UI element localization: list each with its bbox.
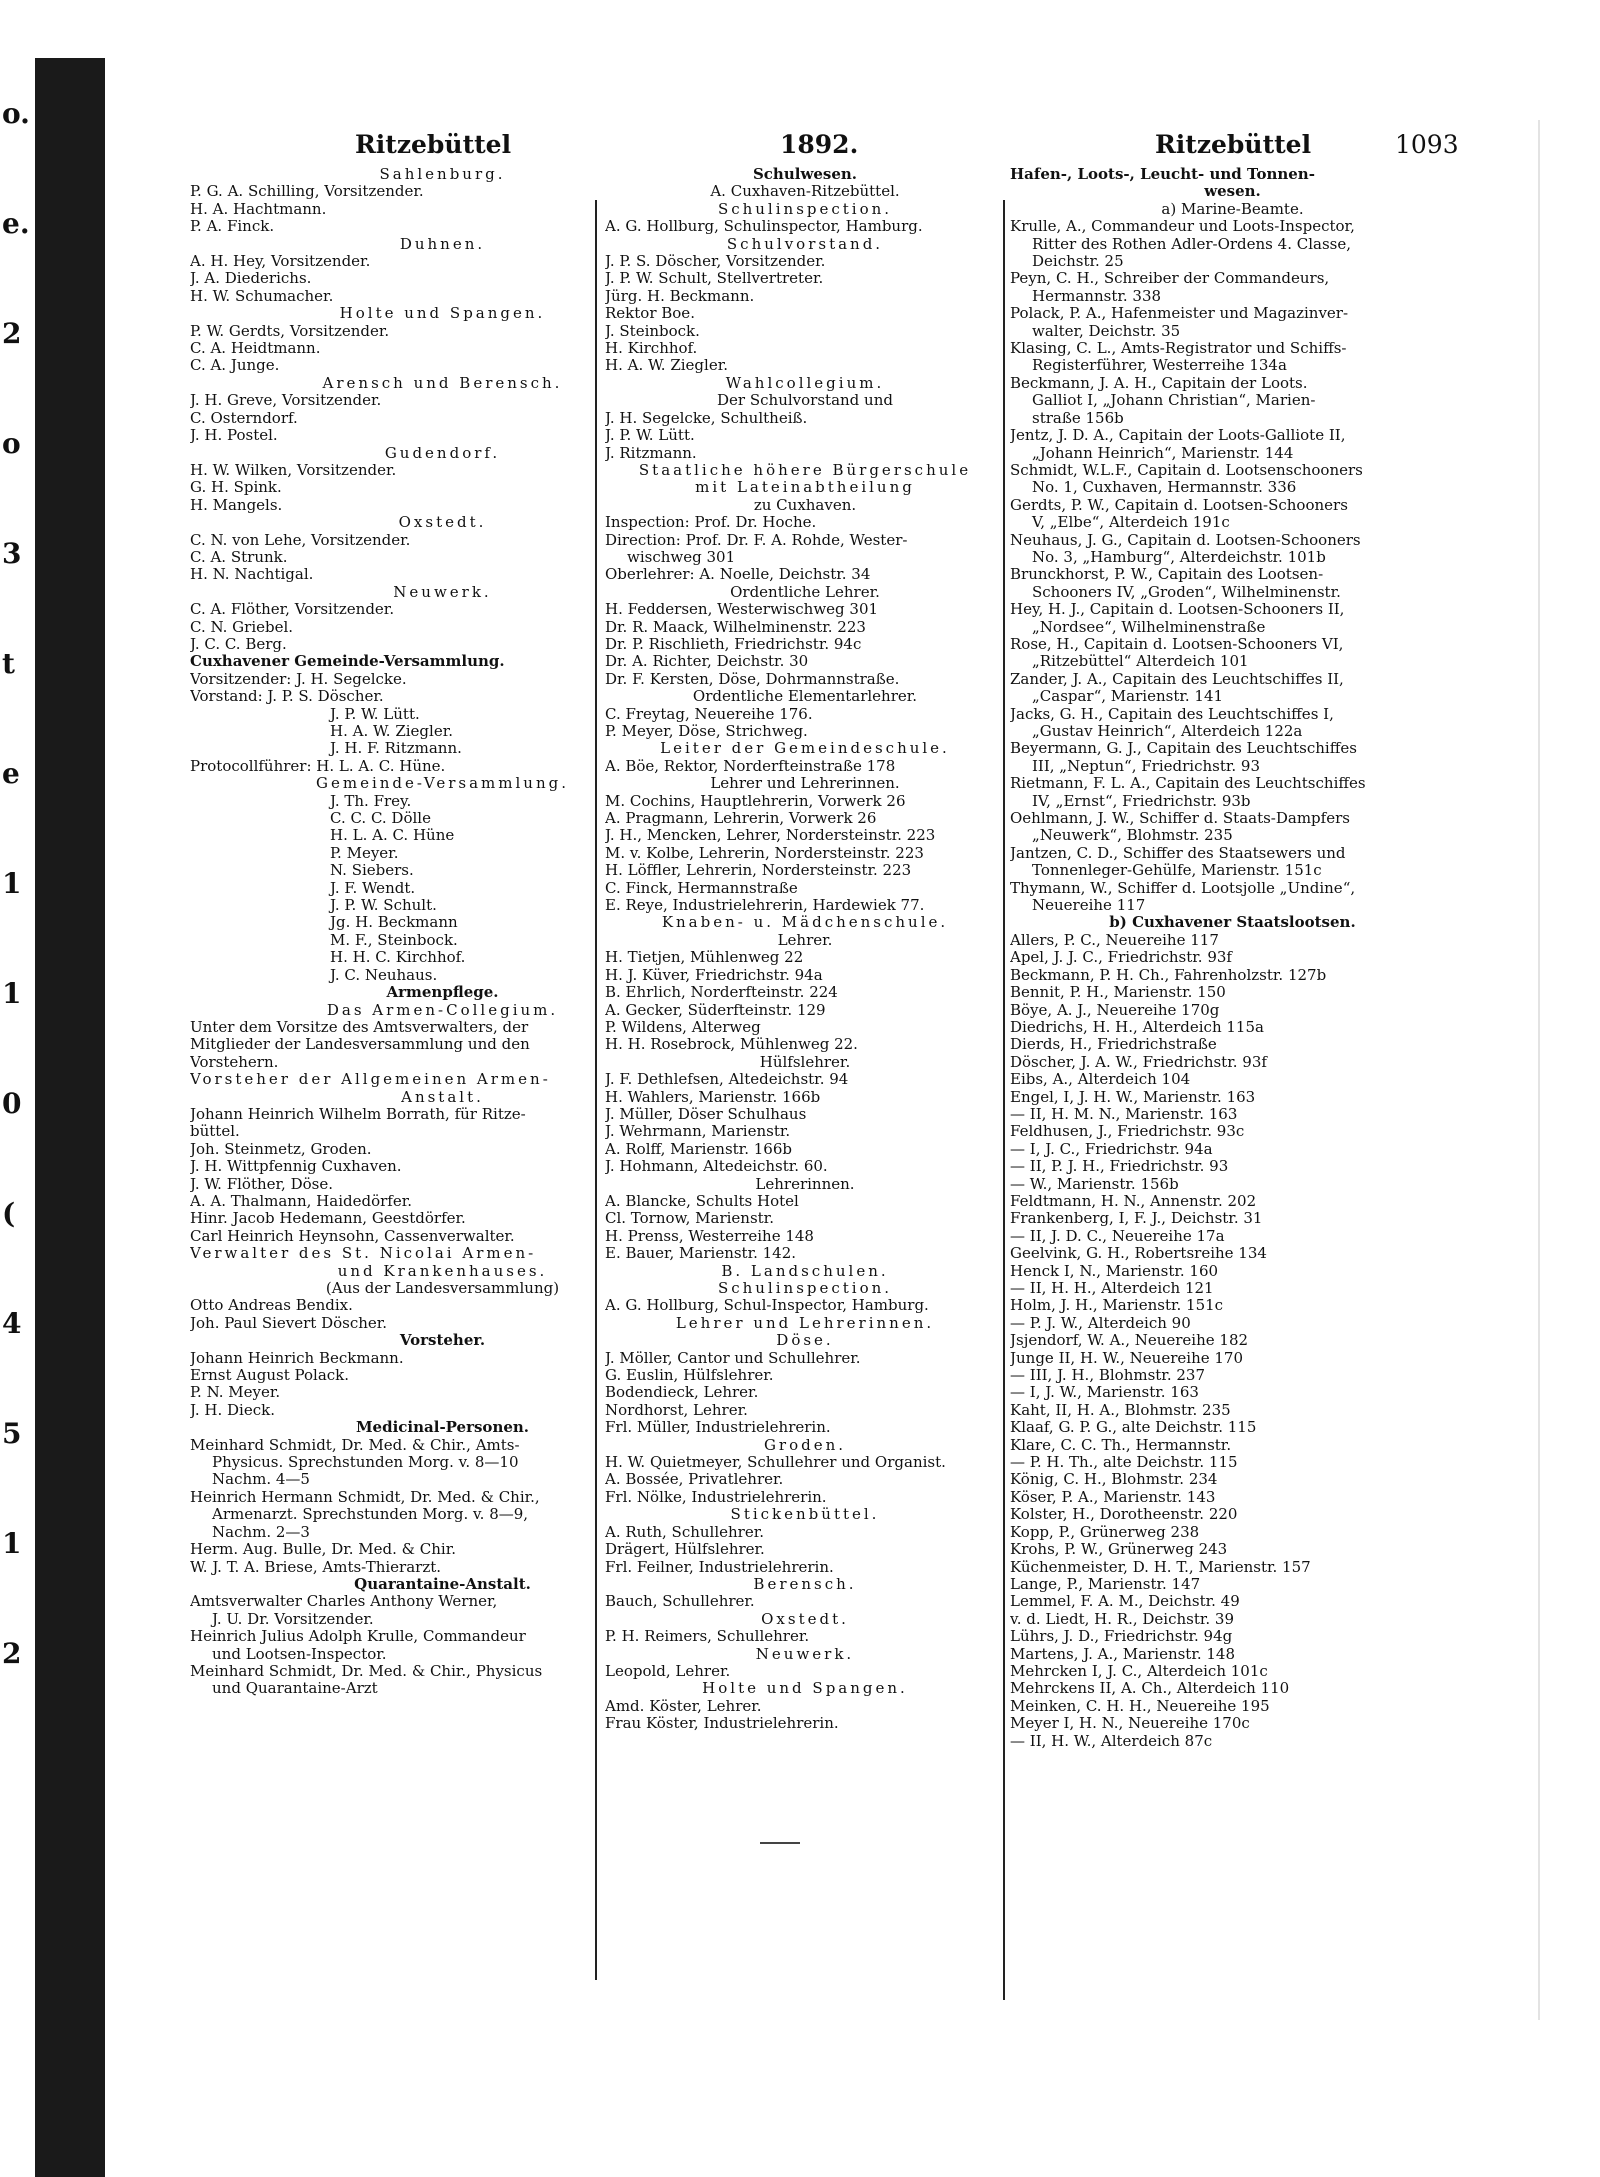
- entry-line: Beyermann, G. J., Capitain des Leuchtschiffes: [1010, 740, 1357, 758]
- entry-line: J. U. Dr. Vorsitzender.: [212, 1610, 374, 1628]
- entry-line: J. H. Segelcke, Schultheiß.: [605, 409, 808, 427]
- section-heading: Ordentliche Elementarlehrer.: [692, 688, 918, 706]
- entry-line: Galliot I, „Johann Christian“, Marien-: [1032, 392, 1316, 410]
- scan-right-edge: [1538, 120, 1540, 2020]
- entry-line: J. H. Greve, Vorsitzender.: [190, 392, 382, 410]
- entry-line: Frankenberg, I, F. J., Deichstr. 31: [1010, 1210, 1263, 1228]
- edge-fragment: (: [2, 1197, 16, 1230]
- section-heading: Holte und Spangen.: [339, 305, 546, 323]
- entry-line: C. Freytag, Neuereihe 176.: [605, 705, 813, 723]
- entry-line: Unter dem Vorsitze des Amtsverwalters, der: [190, 1018, 529, 1036]
- entry-line: Vorstehern.: [190, 1053, 279, 1071]
- left-edge-strip: [0, 97, 30, 1800]
- entry-line: — P. H. Th., alte Deichstr. 115: [1010, 1454, 1238, 1472]
- entry-line: Mehrckens II, A. Ch., Alterdeich 110: [1010, 1680, 1290, 1698]
- entry-line: Döscher, J. A. W., Friedrichstr. 93f: [1010, 1053, 1267, 1071]
- entry-line: C. Finck, Hermannstraße: [605, 879, 798, 897]
- entry-line: Dr. F. Kersten, Döse, Dohrmannstraße.: [605, 670, 900, 688]
- entry-line: Amtsverwalter Charles Anthony Werner,: [190, 1593, 498, 1611]
- section-heading: Neuwerk.: [755, 1645, 855, 1663]
- entry-line: No. 3, „Hamburg“, Alterdeichstr. 101b: [1032, 548, 1326, 566]
- column-right: [1010, 166, 1455, 1750]
- entry-line: — III, J. H., Blohmstr. 237: [1010, 1367, 1205, 1385]
- entry-line: Thymann, W., Schiffer d. Lootsjolle „Undine“,: [1010, 879, 1356, 897]
- entry-line: No. 1, Cuxhaven, Hermannstr. 336: [1032, 479, 1297, 497]
- section-heading: Staatliche höhere Bürgerschule: [638, 461, 972, 479]
- section-heading: Schulvorstand.: [726, 235, 884, 253]
- section-heading: b) Cuxhavener Staatslootsen.: [1109, 914, 1356, 932]
- entry-line: Rietmann, F. L. A., Capitain des Leuchtschiffes: [1010, 775, 1366, 793]
- section-heading: Oxstedt.: [398, 514, 487, 532]
- section-heading: Ordentliche Lehrer.: [730, 583, 880, 601]
- section-heading: Arensch und Berensch.: [322, 374, 563, 392]
- entry-line: A. H. Hey, Vorsitzender.: [190, 253, 371, 271]
- entry-line: A. Gecker, Süderfteinstr. 129: [605, 1001, 826, 1019]
- entry-line: Jsjendorf, W. A., Neuereihe 182: [1010, 1332, 1249, 1350]
- entry-line: — II, P. J. H., Friedrichstr. 93: [1010, 1158, 1229, 1176]
- entry-line: C. C. C. Dölle: [330, 810, 431, 828]
- entry-line: König, C. H., Blohmstr. 234: [1010, 1471, 1218, 1489]
- entry-line: H. Prenss, Westerreihe 148: [605, 1227, 814, 1245]
- section-heading: Anstalt.: [401, 1088, 484, 1106]
- entry-line: J. P. W. Schult.: [330, 897, 437, 915]
- entry-line: H. H. C. Kirchhof.: [330, 949, 466, 967]
- entry-line: — II, H. M. N., Marienstr. 163: [1010, 1105, 1238, 1123]
- entry-line: Heinrich Julius Adolph Krulle, Commandeur: [190, 1628, 526, 1646]
- entry-line: Oberlehrer: A. Noelle, Deichstr. 34: [605, 566, 871, 584]
- entry-line: „Caspar“, Marienstr. 141: [1032, 688, 1224, 706]
- section-heading: Berensch.: [753, 1575, 857, 1593]
- section-heading: Das Armen-Collegium.: [326, 1001, 559, 1019]
- edge-fragment: 3: [2, 537, 22, 570]
- edge-fragment: 2: [2, 317, 22, 350]
- entry-line: Junge II, H. W., Neuereihe 170: [1010, 1349, 1244, 1367]
- entry-line: Diedrichs, H. H., Alterdeich 115a: [1010, 1018, 1264, 1036]
- entry-line: J. C. Neuhaus.: [330, 966, 438, 984]
- scanner-left-bar: [35, 58, 105, 2177]
- entry-line: J. C. C. Berg.: [190, 635, 287, 653]
- entry-line: J. Th. Frey.: [330, 792, 412, 810]
- running-head-right: Ritzebüttel: [1155, 130, 1312, 159]
- entry-line: J. H. Dieck.: [190, 1401, 275, 1419]
- edge-fragment: t: [2, 647, 15, 680]
- entry-line: J. W. Flöther, Döse.: [190, 1175, 333, 1193]
- section-heading: Neuwerk.: [393, 583, 492, 601]
- entry-line: „Ritzebüttel“ Alterdeich 101: [1032, 653, 1249, 671]
- entry-line: M. F., Steinbock.: [330, 931, 458, 949]
- entry-line: P. N. Meyer.: [190, 1384, 281, 1402]
- entry-line: büttel.: [190, 1123, 240, 1141]
- entry-line: Nachm. 2—3: [212, 1523, 310, 1541]
- entry-line: Bennit, P. H., Marienstr. 150: [1010, 984, 1226, 1002]
- running-head-year: 1892.: [780, 130, 859, 159]
- entry-line: Jg. H. Beckmann: [330, 914, 458, 932]
- entry-line: — II, J. D. C., Neuereihe 17a: [1010, 1227, 1225, 1245]
- section-heading: Döse.: [776, 1332, 834, 1350]
- entry-line: Kopp, P., Grünerweg 238: [1010, 1523, 1200, 1541]
- entry-line: Brunckhorst, P. W., Capitain des Lootsen-: [1010, 566, 1324, 584]
- entry-line: E. Bauer, Marienstr. 142.: [605, 1245, 797, 1263]
- entry-line: J. H. Postel.: [190, 427, 278, 445]
- entry-line: J. Ritzmann.: [605, 444, 697, 462]
- entry-line: — II, H. W., Alterdeich 87c: [1010, 1732, 1213, 1750]
- section-heading: Groden.: [763, 1436, 847, 1454]
- edge-fragment: o: [2, 427, 21, 460]
- section-heading: Knaben- u. Mädchenschule.: [661, 914, 949, 932]
- entry-line: Hey, H. J., Capitain d. Lootsen-Schooners II,: [1010, 601, 1345, 619]
- entry-line: Heinrich Hermann Schmidt, Dr. Med. & Chir.,: [190, 1488, 540, 1506]
- entry-line: C. N. von Lehe, Vorsitzender.: [190, 531, 411, 549]
- entry-line: Verwalter des St. Nicolai Armen-: [190, 1245, 537, 1263]
- entry-line: W. J. T. A. Briese, Amts-Thierarzt.: [190, 1558, 442, 1576]
- entry-line: P. Meyer, Döse, Strichweg.: [605, 723, 808, 740]
- entry-line: J. F. Dethlefsen, Altedeichstr. 94: [605, 1071, 849, 1089]
- entry-line: — I, J. W., Marienstr. 163: [1010, 1384, 1199, 1402]
- entry-line: v. d. Liedt, H. R., Deichstr. 39: [1010, 1610, 1235, 1628]
- entry-line: Otto Andreas Bendix.: [190, 1297, 353, 1315]
- entry-line: Lührs, J. D., Friedrichstr. 94g: [1010, 1628, 1233, 1646]
- entry-line: Holm, J. H., Marienstr. 151c: [1010, 1297, 1224, 1315]
- edge-fragment: 2: [2, 1637, 22, 1670]
- entry-line: Cl. Tornow, Marienstr.: [605, 1210, 774, 1228]
- entry-line: C. A. Flöther, Vorsitzender.: [190, 601, 395, 619]
- section-heading: (Aus der Landesversammlung): [325, 1280, 560, 1297]
- section-heading: Duhnen.: [399, 235, 486, 253]
- entry-line: Neuereihe 117: [1032, 897, 1146, 915]
- entry-line: G. H. Spink.: [190, 479, 282, 497]
- entry-line: C. A. Strunk.: [190, 548, 288, 566]
- section-heading: Lehrerinnen.: [755, 1175, 855, 1193]
- entry-line: Hinr. Jacob Hedemann, Geestdörfer.: [190, 1210, 466, 1228]
- entry-line: Hafen-, Loots-, Leucht- und Tonnen-: [1010, 166, 1315, 183]
- entry-line: Klaaf, G. P. G., alte Deichstr. 115: [1010, 1419, 1257, 1437]
- entry-line: H. J. Küver, Friedrichstr. 94a: [605, 966, 823, 984]
- entry-line: A. Pragmann, Lehrerin, Vorwerk 26: [605, 810, 877, 828]
- entry-line: N. Siebers.: [330, 862, 414, 880]
- entry-line: „Johann Heinrich“, Marienstr. 144: [1032, 444, 1294, 462]
- section-heading: Der Schulvorstand und: [717, 392, 893, 410]
- entry-line: P. H. Reimers, Schullehrer.: [605, 1628, 810, 1646]
- section-heading: a) Marine-Beamte.: [1161, 200, 1304, 218]
- entry-line: Ernst August Polack.: [190, 1367, 350, 1385]
- entry-line: Tonnenleger-Gehülfe, Marienstr. 151c: [1032, 862, 1322, 880]
- entry-line: Bodendieck, Lehrer.: [605, 1384, 759, 1402]
- entry-line: Schooners IV, „Groden“, Wilhelminenstr.: [1032, 583, 1341, 601]
- entry-line: C. Osterndorf.: [190, 409, 298, 427]
- entry-line: Rektor Boe.: [605, 305, 695, 323]
- entry-line: Neuhaus, J. G., Capitain d. Lootsen-Schooners: [1010, 531, 1361, 549]
- edge-fragment: e.: [2, 207, 30, 240]
- entry-line: Leopold, Lehrer.: [605, 1662, 731, 1680]
- entry-line: J. Hohmann, Altedeichstr. 60.: [605, 1158, 828, 1176]
- page-number: 1093: [1395, 130, 1459, 159]
- entry-line: — I, J. C., Friedrichstr. 94a: [1010, 1140, 1213, 1158]
- edge-fragment: e: [2, 757, 20, 790]
- entry-line: H. L. A. C. Hüne: [330, 827, 455, 845]
- entry-line: Rose, H., Capitain d. Lootsen-Schooners VI,: [1010, 635, 1344, 653]
- entry-line: P. A. Finck.: [190, 218, 275, 236]
- section-heading: A. Cuxhaven-Ritzebüttel.: [710, 183, 900, 201]
- entry-line: J. H. Wittpfennig Cuxhaven.: [190, 1158, 402, 1176]
- section-heading: Holte und Spangen.: [702, 1680, 908, 1698]
- entry-line: Protocollführer: H. L. A. C. Hüne.: [190, 757, 446, 775]
- section-heading: Lehrer und Lehrerinnen.: [675, 1314, 935, 1332]
- entry-line: H. Feddersen, Westerwischweg 301: [605, 601, 879, 619]
- entry-line: walter, Deichstr. 35: [1032, 322, 1181, 340]
- entry-line: Vorstand: J. P. S. Döscher.: [190, 688, 384, 706]
- column-end-rule: [760, 1842, 800, 1844]
- edge-fragment: 4: [2, 1307, 22, 1340]
- edge-fragment: 1: [2, 867, 22, 900]
- entry-line: Vorsitzender: J. H. Segelcke.: [190, 670, 407, 688]
- entry-line: J. H. F. Ritzmann.: [330, 740, 462, 758]
- entry-line: Oehlmann, J. W., Schiffer d. Staats-Dampfers: [1010, 810, 1350, 828]
- entry-line: Meinhard Schmidt, Dr. Med. & Chir., Amts-: [190, 1436, 520, 1454]
- entry-line: wischweg 301: [627, 548, 736, 566]
- entry-line: P. G. A. Schilling, Vorsitzender.: [190, 183, 424, 201]
- section-heading: Schulinspection.: [717, 1280, 893, 1297]
- entry-line: — P. J. W., Alterdeich 90: [1010, 1314, 1191, 1332]
- entry-line: Amd. Köster, Lehrer.: [605, 1697, 762, 1715]
- entry-line: M. v. Kolbe, Lehrerin, Nordersteinstr. 223: [605, 844, 924, 862]
- entry-line: Joh. Paul Sievert Döscher.: [190, 1314, 388, 1332]
- entry-line: Geelvink, G. H., Robertsreihe 134: [1010, 1245, 1267, 1263]
- entry-line: Krulle, A., Commandeur und Loots-Inspector,: [1010, 218, 1355, 236]
- entry-line: J. P. S. Döscher, Vorsitzender.: [605, 253, 826, 271]
- entry-line: Klare, C. C. Th., Hermannstr.: [1010, 1436, 1232, 1454]
- entry-line: Apel, J. J. C., Friedrichstr. 93f: [1010, 949, 1232, 967]
- entry-line: „Gustav Heinrich“, Alterdeich 122a: [1032, 723, 1303, 740]
- entry-line: Registerführer, Westerreihe 134a: [1032, 357, 1287, 375]
- entry-line: Dr. A. Richter, Deichstr. 30: [605, 653, 809, 671]
- entry-line: Böye, A. J., Neuereihe 170g: [1010, 1001, 1220, 1019]
- entry-line: Henck I, N., Marienstr. 160: [1010, 1262, 1219, 1280]
- section-heading: Medicinal-Personen.: [355, 1419, 530, 1437]
- entry-line: B. Ehrlich, Norderfteinstr. 224: [605, 984, 838, 1002]
- entry-line: C. N. Griebel.: [190, 618, 294, 636]
- entry-line: Frl. Müller, Industrielehrerin.: [605, 1419, 831, 1437]
- entry-line: Kolster, H., Dorotheenstr. 220: [1010, 1506, 1238, 1524]
- entry-line: J. P. W. Lütt.: [330, 705, 420, 723]
- section-heading: und Krankenhauses.: [337, 1262, 548, 1280]
- entry-line: Gerdts, P. W., Capitain d. Lootsen-Schooners: [1010, 496, 1348, 514]
- entry-line: und Lootsen-Inspector.: [212, 1645, 387, 1663]
- entry-line: J. P. W. Schult, Stellvertreter.: [605, 270, 824, 288]
- entry-line: Lemmel, F. A. M., Deichstr. 49: [1010, 1593, 1240, 1611]
- entry-line: A. Böe, Rektor, Norderfteinstraße 178: [605, 757, 896, 775]
- entry-line: Allers, P. C., Neuereihe 117: [1010, 931, 1219, 949]
- entry-line: Jantzen, C. D., Schiffer des Staatsewers und: [1010, 844, 1346, 862]
- entry-line: H. A. Hachtmann.: [190, 200, 327, 218]
- entry-line: H. Kirchhof.: [605, 340, 698, 358]
- entry-line: — W., Marienstr. 156b: [1010, 1175, 1179, 1193]
- entry-line: Carl Heinrich Heynsohn, Cassenverwalter.: [190, 1227, 515, 1245]
- entry-line: — II, H. H., Alterdeich 121: [1010, 1280, 1214, 1297]
- section-heading: Vorsteher.: [399, 1332, 486, 1350]
- entry-line: Bauch, Schullehrer.: [605, 1593, 755, 1611]
- entry-line: Beckmann, P. H. Ch., Fahrenholzstr. 127b: [1010, 966, 1327, 984]
- entry-line: C. A. Heidtmann.: [190, 340, 321, 358]
- entry-line: H. A. W. Ziegler.: [605, 357, 728, 375]
- entry-line: A. Bossée, Privatlehrer.: [605, 1471, 784, 1489]
- entry-line: H. A. W. Ziegler.: [330, 723, 453, 740]
- entry-line: Cuxhavener Gemeinde-Versammlung.: [190, 653, 505, 671]
- entry-line: IV, „Ernst“, Friedrichstr. 93b: [1032, 792, 1251, 810]
- entry-line: J. Steinbock.: [605, 322, 700, 340]
- entry-line: Frl. Feilner, Industrielehrerin.: [605, 1558, 834, 1576]
- entry-line: J. Möller, Cantor und Schullehrer.: [605, 1349, 861, 1367]
- entry-line: J. P. W. Lütt.: [605, 427, 695, 445]
- entry-line: Direction: Prof. Dr. F. A. Rohde, Wester-: [605, 531, 908, 549]
- section-heading: Armenpflege.: [386, 984, 499, 1002]
- section-heading: Gemeinde-Versammlung.: [316, 775, 569, 793]
- entry-line: Frl. Nölke, Industrielehrerin.: [605, 1488, 827, 1506]
- entry-line: Vorsteher der Allgemeinen Armen-: [190, 1071, 551, 1089]
- entry-line: J. Wehrmann, Marienstr.: [605, 1123, 791, 1141]
- section-heading: Lehrer und Lehrerinnen.: [710, 775, 900, 793]
- entry-line: Peyn, C. H., Schreiber der Commandeurs,: [1010, 270, 1330, 288]
- entry-line: Küchenmeister, D. H. T., Marienstr. 157: [1010, 1558, 1311, 1576]
- entry-line: Herm. Aug. Bulle, Dr. Med. & Chir.: [190, 1541, 457, 1559]
- section-heading: Quarantaine-Anstalt.: [354, 1575, 531, 1593]
- entry-line: Jentz, J. D. A., Capitain der Loots-Galliote II,: [1010, 427, 1346, 445]
- section-heading: Gudendorf.: [384, 444, 501, 462]
- entry-line: Engel, I, J. H. W., Marienstr. 163: [1010, 1088, 1256, 1106]
- directory-page: [105, 130, 1490, 1980]
- entry-line: Physicus. Sprechstunden Morg. v. 8—10: [212, 1454, 519, 1472]
- entry-line: Dr. R. Maack, Wilhelminenstr. 223: [605, 618, 866, 636]
- entry-line: J. F. Wendt.: [330, 879, 416, 897]
- entry-line: Armenarzt. Sprechstunden Morg. v. 8—9,: [212, 1506, 529, 1524]
- section-heading: Lehrer.: [777, 931, 833, 949]
- entry-line: Beckmann, J. A. H., Capitain der Loots.: [1010, 374, 1308, 392]
- section-heading: Leiter der Gemeindeschule.: [660, 740, 950, 758]
- entry-line: III, „Neptun“, Friedrichstr. 93: [1032, 757, 1260, 775]
- entry-line: Krohs, P. W., Grünerweg 243: [1010, 1541, 1228, 1559]
- entry-line: Ritter des Rothen Adler-Ordens 4. Classe,: [1032, 235, 1351, 253]
- entry-line: Eibs, A., Alterdeich 104: [1010, 1071, 1191, 1089]
- entry-line: H. H. Rosebrock, Mühlenweg 22.: [605, 1036, 858, 1054]
- entry-line: H. Wahlers, Marienstr. 166b: [605, 1088, 821, 1106]
- entry-line: Meinhard Schmidt, Dr. Med. & Chir., Physicus: [190, 1662, 543, 1680]
- entry-line: Jürg. H. Beckmann.: [605, 287, 755, 305]
- entry-line: H. N. Nachtigal.: [190, 566, 314, 584]
- entry-line: H. Löffler, Lehrerin, Nordersteinstr. 223: [605, 862, 912, 880]
- entry-line: Zander, J. A., Capitain des Leuchtschiffes II,: [1010, 670, 1344, 688]
- edge-fragment: 1: [2, 977, 22, 1010]
- column-middle: [605, 166, 1005, 1733]
- entry-line: und Quarantaine-Arzt: [212, 1680, 378, 1698]
- entry-line: Nachm. 4—5: [212, 1471, 310, 1489]
- entry-line: Meyer I, H. N., Neuereihe 170c: [1010, 1715, 1250, 1733]
- entry-line: M. Cochins, Hauptlehrerin, Vorwerk 26: [605, 792, 906, 810]
- entry-line: H. Tietjen, Mühlenweg 22: [605, 949, 804, 967]
- entry-line: A. G. Hollburg, Schulinspector, Hamburg.: [605, 218, 923, 236]
- entry-line: Mitglieder der Landesversammlung und den: [190, 1036, 530, 1054]
- section-heading: Schulwesen.: [752, 166, 858, 183]
- entry-line: P. W. Gerdts, Vorsitzender.: [190, 322, 390, 340]
- entry-line: Drägert, Hülfslehrer.: [605, 1541, 765, 1559]
- entry-line: Nordhorst, Lehrer.: [605, 1401, 748, 1419]
- entry-line: J. A. Diederichs.: [190, 270, 312, 288]
- running-head-left: Ritzebüttel: [355, 130, 512, 159]
- edge-fragment: o.: [2, 97, 30, 130]
- section-heading: B. Landschulen.: [721, 1262, 889, 1280]
- section-heading: wesen.: [1204, 183, 1261, 201]
- entry-line: Frau Köster, Industrielehrerin.: [605, 1715, 839, 1733]
- entry-line: straße 156b: [1032, 409, 1124, 427]
- entry-line: Martens, J. A., Marienstr. 148: [1010, 1645, 1236, 1663]
- entry-line: A. G. Hollburg, Schul-Inspector, Hamburg.: [605, 1297, 929, 1315]
- section-heading: Oxstedt.: [761, 1610, 849, 1628]
- edge-fragment: 5: [2, 1417, 22, 1450]
- entry-line: P. Meyer.: [330, 844, 399, 862]
- entry-line: H. W. Quietmeyer, Schullehrer und Organist.: [605, 1454, 946, 1472]
- entry-line: Lange, P., Marienstr. 147: [1010, 1575, 1201, 1593]
- entry-line: Klasing, C. L., Amts-Registrator und Schiffs-: [1010, 340, 1347, 358]
- entry-line: Feldhusen, J., Friedrichstr. 93c: [1010, 1123, 1245, 1141]
- entry-line: Feldtmann, H. N., Annenstr. 202: [1010, 1192, 1257, 1210]
- entry-line: H. W. Wilken, Vorsitzender.: [190, 461, 397, 479]
- entry-line: „Nordsee“, Wilhelminenstraße: [1032, 618, 1266, 636]
- entry-line: Johann Heinrich Beckmann.: [190, 1349, 404, 1367]
- section-heading: Stickenbüttel.: [730, 1506, 880, 1524]
- entry-line: J. Müller, Döser Schulhaus: [605, 1105, 807, 1123]
- entry-line: Köser, P. A., Marienstr. 143: [1010, 1488, 1216, 1506]
- entry-line: A. Rolff, Marienstr. 166b: [605, 1140, 792, 1158]
- entry-line: Meinken, C. H. H., Neuereihe 195: [1010, 1697, 1270, 1715]
- entry-line: G. Euslin, Hülfslehrer.: [605, 1367, 774, 1385]
- section-heading: Wahlcollegium.: [725, 374, 885, 392]
- entry-line: A. Ruth, Schullehrer.: [605, 1523, 765, 1541]
- entry-line: J. H., Mencken, Lehrer, Nordersteinstr. 223: [605, 827, 936, 845]
- entry-line: Polack, P. A., Hafenmeister und Magazinver-: [1010, 305, 1349, 323]
- edge-fragment: 0: [2, 1087, 22, 1120]
- section-heading: zu Cuxhaven.: [753, 496, 857, 514]
- entry-line: P. Wildens, Alterweg: [605, 1018, 761, 1036]
- entry-line: A. A. Thalmann, Haidedörfer.: [190, 1192, 412, 1210]
- entry-line: C. A. Junge.: [190, 357, 280, 375]
- section-heading: Hülfslehrer.: [759, 1053, 851, 1071]
- entry-line: Kaht, II, H. A., Blohmstr. 235: [1010, 1401, 1231, 1419]
- entry-line: Joh. Steinmetz, Groden.: [190, 1140, 372, 1158]
- section-heading: mit Lateinabtheilung: [695, 479, 915, 497]
- entry-line: Dierds, H., Friedrichstraße: [1010, 1036, 1217, 1054]
- entry-line: V, „Elbe“, Alterdeich 191c: [1032, 514, 1230, 532]
- entry-line: „Neuwerk“, Blohmstr. 235: [1032, 827, 1233, 845]
- entry-line: Schmidt, W.L.F., Capitain d. Lootsenschooners: [1010, 461, 1363, 479]
- entry-line: Mehrcken I, J. C., Alterdeich 101c: [1010, 1662, 1268, 1680]
- edge-fragment: 1: [2, 1527, 22, 1560]
- entry-line: Deichstr. 25: [1032, 253, 1124, 271]
- entry-line: H. W. Schumacher.: [190, 287, 334, 305]
- entry-line: Hermannstr. 338: [1032, 287, 1162, 305]
- entry-line: E. Reye, Industrielehrerin, Hardewiek 77.: [605, 897, 925, 915]
- entry-line: Dr. P. Rischlieth, Friedrichstr. 94c: [605, 635, 862, 653]
- entry-line: Jacks, G. H., Capitain des Leuchtschiffes I,: [1010, 705, 1334, 723]
- entry-line: A. Blancke, Schults Hotel: [605, 1192, 799, 1210]
- section-heading: Sahlenburg.: [379, 166, 506, 183]
- entry-line: Inspection: Prof. Dr. Hoche.: [605, 514, 817, 532]
- section-heading: Schulinspection.: [717, 200, 893, 218]
- entry-line: Johann Heinrich Wilhelm Borrath, für Ritze-: [190, 1105, 526, 1123]
- entry-line: H. Mangels.: [190, 496, 283, 514]
